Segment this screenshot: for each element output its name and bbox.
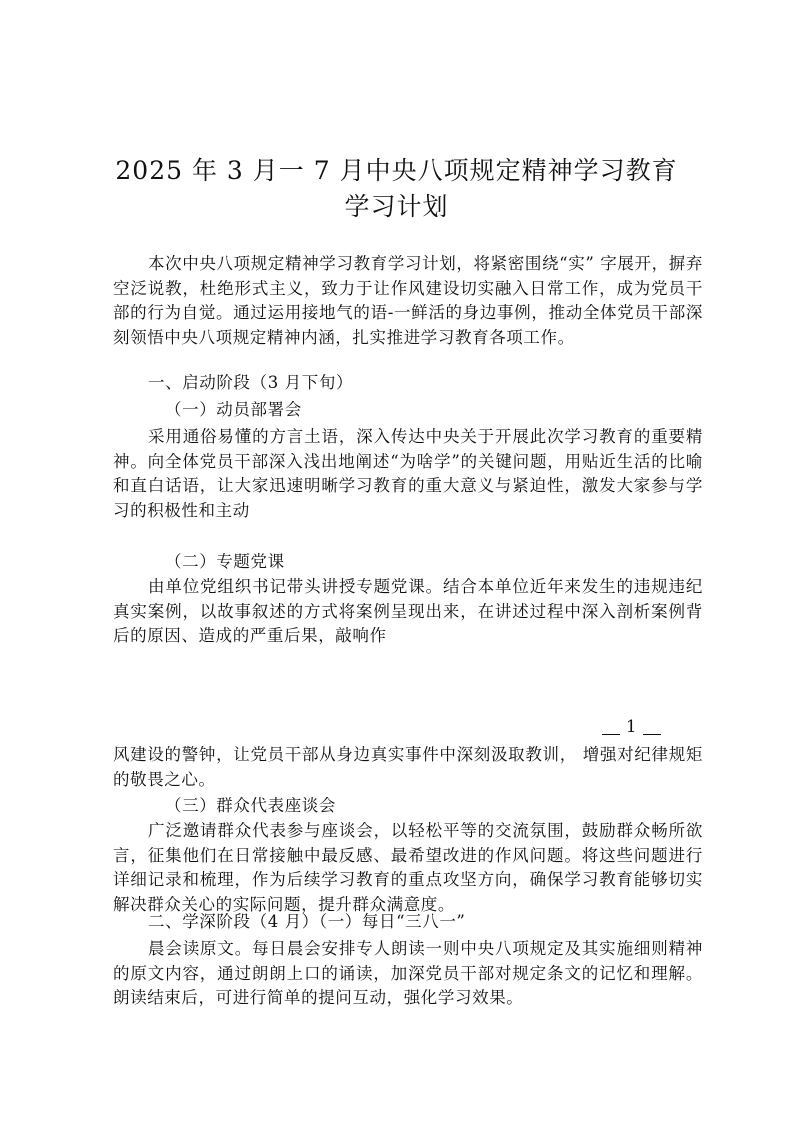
stage1-sub2-continued-paragraph: 风建设的警钟，让党员干部从身边真实事件中深刻汲取教训， 增强对纪律规矩的敬畏之心。 [113, 745, 703, 789]
stage1-sub2-paragraph: 由单位党组织书记带头讲授专题党课。结合本单位近年来发生的违规违纪真实案例，以故事叙述的方式将案例呈现出来，在讲述过程中深入剖析案例背后的原因、造成的严重后果，敲响作 [113, 577, 703, 645]
page-number-dash-left [602, 734, 620, 735]
stage1-sub2-heading: （二）专题党课 [165, 552, 285, 571]
document-title-line-1: 2025 年 3 月一 7 月中央八项规定精神学习教育 [115, 156, 678, 185]
intro-paragraph: 本次中央八项规定精神学习教育学习计划，将紧密围绕“实” 字展开，摒弃空泛说教，杜绝形式主义，致力于让作风建设切实融入日常工作，成为党员干部的行为自觉。通过运用接地气的语-一鲜活的身边事例，推动全体党员干部深刻领悟中央八项规定精神内涵，扎实推进学习教育各项工作。 [113, 254, 703, 347]
page-number-dash-right [643, 734, 661, 735]
stage2-paragraph: 晨会读原文。每日晨会安排专人朗读一则中央八项规定及其实施细则精神的原文内容，通过朗朗上口的诵读，加深党员干部对规定条文的记忆和理解。朗读结束后，可进行简单的提问互动，强化学习效果。 [113, 939, 703, 1007]
stage1-sub1-paragraph: 采用通俗易懂的方言土语，深入传达中央关于开展此次学习教育的重要精神。向全体党员干部深入浅出地阐述“为啥学”的关键问题，用贴近生活的比喻和直白话语，让大家迅速明晰学习教育的重大意义与紧迫性，激发大家参与学习的积极性和主动 [113, 427, 703, 520]
page-number-value: 1 [626, 717, 637, 736]
document-title-line-2: 学习计划 [344, 192, 449, 221]
stage2-heading: 二、学深阶段（4 月）（一）每日“三八一” [148, 912, 466, 931]
stage1-heading: 一、启动阶段（3 月下旬） [148, 373, 354, 392]
stage1-sub1-heading: （一）动员部署会 [165, 400, 302, 419]
stage1-sub3-heading: （三）群众代表座谈会 [165, 796, 336, 815]
page-number [596, 716, 667, 738]
stage1-sub3-paragraph: 广泛邀请群众代表参与座谈会，以轻松平等的交流氛围，鼓励群众畅所欲言，征集他们在日常接触中最反感、最希望改进的作风问题。将这些问题进行详细记录和梳理，作为后续学习教育的重点攻坚方向，确保学习教育能够切实解决群众关心的实际问题，提升群众满意度。 [113, 821, 703, 914]
